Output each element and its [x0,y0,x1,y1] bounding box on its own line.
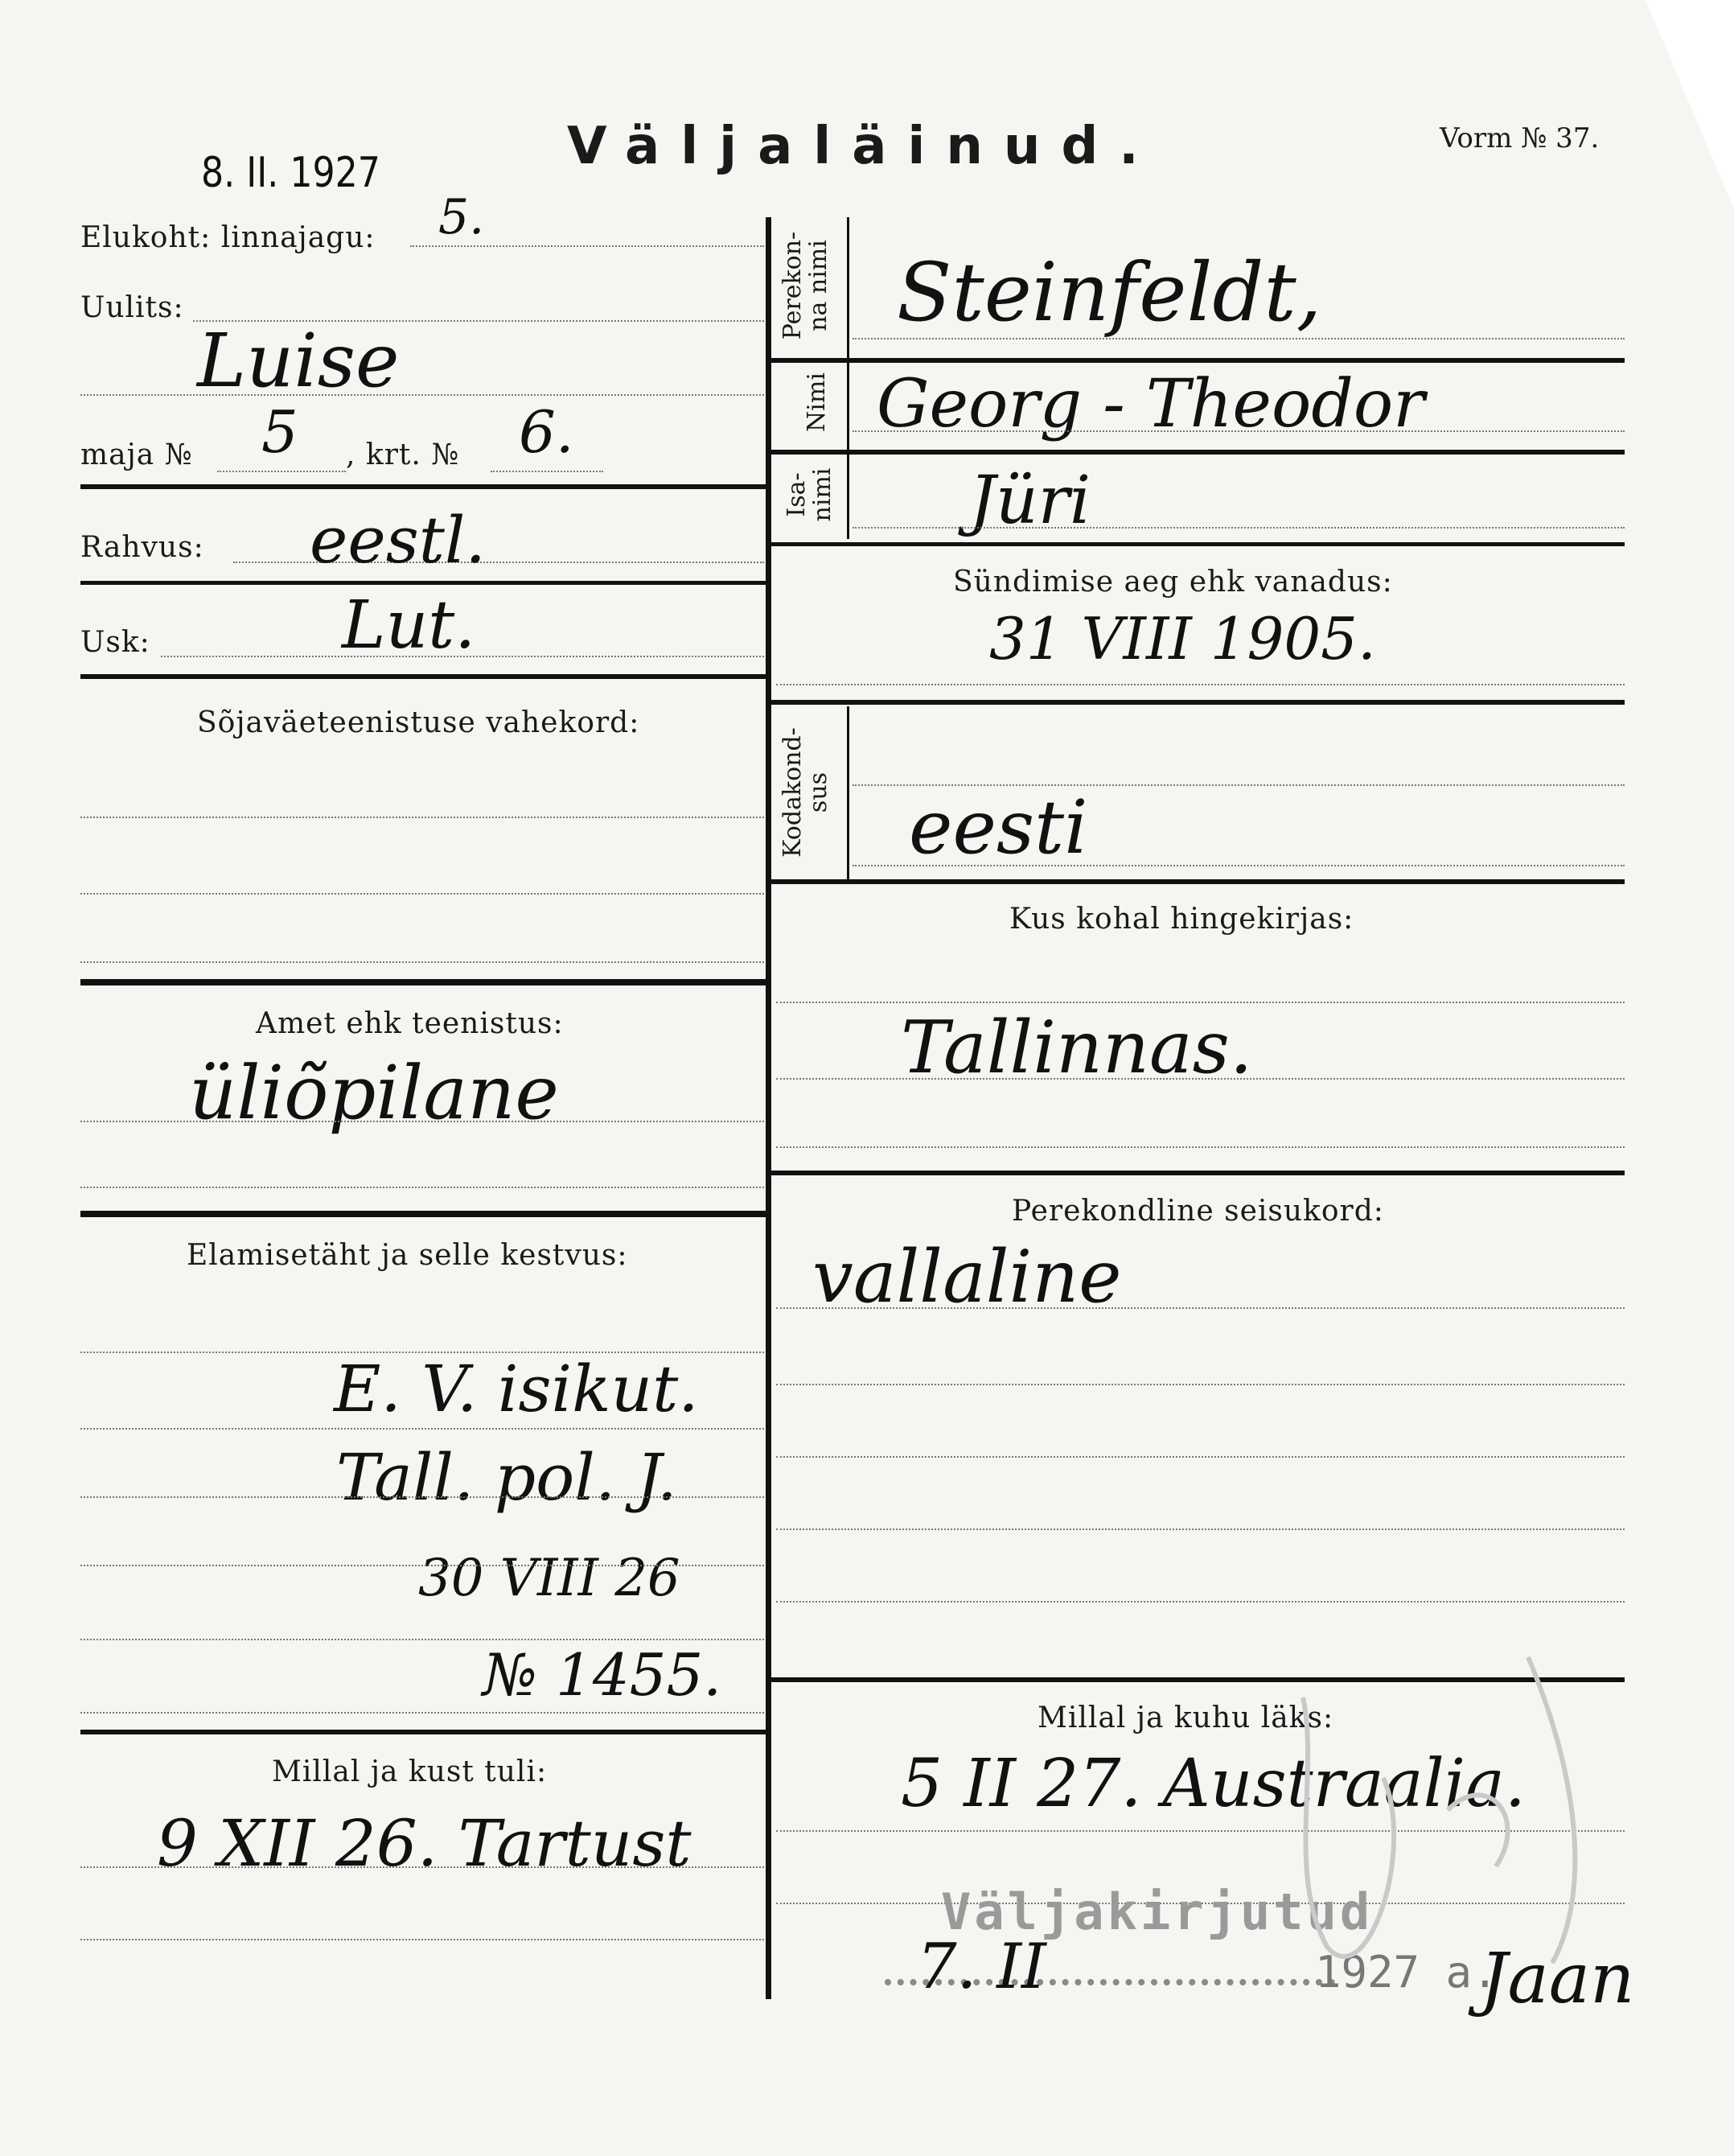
millal-laks-value: 5 II 27. Austraalia. [901,1746,1526,1822]
millal-laks-label: Millal ja kuhu läks: [1038,1701,1334,1734]
amet-value: üliõpilane [189,1050,559,1136]
elukoht-value: 5. [438,189,485,245]
millal-tuli-label: Millal ja kust tuli: [272,1755,548,1788]
stamp-date-handwritten: 7. II [917,1931,1046,2003]
elamiseteht-line-value-3: 30 VIII 26 [418,1549,680,1608]
stamp-date: 8. II. 1927 [201,149,380,197]
millal-tuli-value: 9 XII 26. Tartust [157,1806,692,1881]
stamp-line-1: Väljakirjutud [941,1882,1374,1941]
nimi-label: Nimi [803,372,831,432]
usk-label: Usk: [80,626,150,659]
uulits-label: Uulits: [80,291,184,324]
seisukord-label: Perekondline seisukord: [1012,1195,1384,1228]
kodakondsus-value: eesti [909,784,1088,870]
form-number: Vorm № 37. [1440,122,1600,154]
hingekiri-value: Tallinnas. [901,1006,1253,1090]
sojavae-label: Sõjaväeteenistuse vahekord: [197,706,640,739]
perekonnanimi-label: Perekon- na nimi [779,231,832,340]
seisukord-value: vallaline [812,1235,1122,1319]
stamp-signature: Jaan [1480,1939,1635,2019]
uulits-value: Luise [197,318,400,404]
usk-value: Lut. [342,587,476,664]
isanimi-value: Jüri [969,463,1091,539]
elukoht-label: Elukoht: linnajagu: [80,221,376,254]
stamp-year: 1927 a. [1315,1947,1498,1998]
maja-value: 5 [261,398,298,466]
isanimi-label: Isa- nimi [783,467,836,522]
krt-label: , krt. № [346,438,460,471]
elamiseteht-line-value-2: Tall. pol. J. [336,1440,677,1515]
page-title: Väljaläinud. [567,117,1160,176]
krt-value: 6. [519,398,574,466]
rahvus-value: eestl. [310,503,486,578]
elamiseteht-line-value-4: № 1455. [483,1641,722,1709]
amet-label: Amet ehk teenistus: [256,1007,564,1040]
hingekiri-label: Kus kohal hingekirjas: [1009,903,1354,936]
elamiseteht-line-value-1: E. V. isikut. [334,1352,699,1426]
sundimise-label: Sündimise aeg ehk vanadus: [953,566,1393,599]
maja-label: maja № [80,438,193,471]
sundimise-value: 31 VIII 1905. [989,605,1376,673]
elamiseteht-label: Elamisetäht ja selle kestvus: [187,1239,628,1272]
kodakondsus-label: Kodakond- sus [779,727,832,858]
rahvus-label: Rahvus: [80,531,204,564]
perekonnanimi-value: Steinfeldt, [897,245,1322,339]
nimi-value: Georg - Theodor [877,366,1425,442]
